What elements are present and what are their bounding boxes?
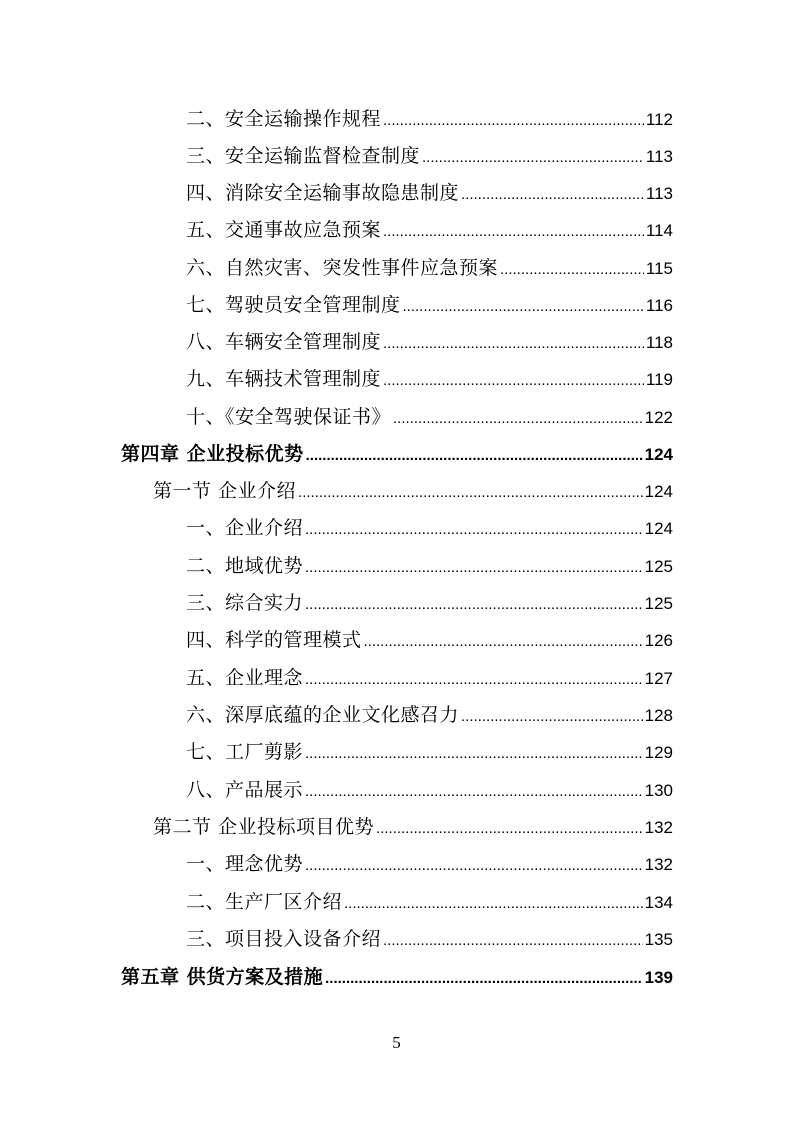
toc-entry-page: 130: [644, 781, 673, 800]
toc-entry-page: 128: [644, 706, 673, 725]
toc-dot-leader: [500, 258, 644, 282]
toc-entry-page: 113: [645, 147, 673, 166]
toc-entry-page: 125: [644, 594, 673, 613]
toc-entry-label: 二、生产厂区介绍: [186, 891, 343, 913]
toc-entry-page: 113: [645, 184, 673, 203]
toc-entry[interactable]: [186, 218, 673, 244]
toc-dot-leader: [344, 892, 643, 916]
toc-entry-label: 六、深厚底蕴的企业文化感召力: [186, 704, 460, 726]
toc-entry-page: 124: [644, 519, 673, 538]
toc-entry-label: 第五章 供货方案及措施: [121, 966, 324, 988]
toc-entry-page: 132: [644, 855, 673, 874]
toc-entry[interactable]: [186, 852, 673, 878]
toc-dot-leader: [383, 220, 644, 244]
toc-entry-label: 第四章 企业投标优势: [121, 443, 304, 465]
toc-entry-label: 三、安全运输监督检查制度: [186, 145, 421, 167]
page-number: 5: [392, 1033, 401, 1052]
toc-dot-leader: [325, 967, 643, 991]
toc-entry-label: 三、综合实力: [186, 592, 304, 614]
toc-entry[interactable]: [186, 144, 673, 170]
toc-entry-page: 122: [644, 408, 673, 427]
toc-entry-page: 139: [644, 968, 673, 987]
toc-entry-page: 126: [644, 631, 673, 650]
toc-dot-leader: [305, 593, 643, 617]
toc-entry-label: 十、《安全驾驶保证书》: [186, 406, 392, 428]
toc-entry[interactable]: [186, 591, 673, 617]
toc-entry[interactable]: [186, 778, 673, 804]
toc-dot-leader: [383, 929, 643, 953]
toc-entry[interactable]: [186, 554, 673, 580]
toc-entry-page: 132: [644, 818, 673, 837]
toc-entry-page: 127: [644, 669, 673, 688]
toc-entry-label: 八、产品展示: [186, 779, 304, 801]
toc-dot-leader: [393, 407, 643, 431]
toc-dot-leader: [298, 481, 643, 505]
toc-dot-leader: [305, 668, 643, 692]
toc-entry[interactable]: [186, 107, 673, 133]
toc-entry-page: 125: [644, 557, 673, 576]
toc-dot-leader: [305, 780, 643, 804]
toc-entry-label: 第二节 企业投标项目优势: [153, 816, 375, 838]
toc-entry-page: 114: [645, 221, 673, 240]
toc-dot-leader: [305, 854, 643, 878]
toc-entry[interactable]: [186, 256, 673, 282]
toc-entry-label: 三、项目投入设备介绍: [186, 928, 382, 950]
toc-entry-label: 七、驾驶员安全管理制度: [186, 294, 401, 316]
toc-entry-label: 一、企业介绍: [186, 517, 304, 539]
toc-chapter[interactable]: [121, 442, 673, 468]
toc-entry-page: 115: [645, 259, 673, 278]
toc-entry[interactable]: [186, 181, 673, 207]
toc-dot-leader: [383, 109, 644, 133]
toc-dot-leader: [305, 518, 643, 542]
toc-dot-leader: [305, 742, 643, 766]
toc-entry-page: 129: [644, 743, 673, 762]
toc-entry-label: 七、工厂剪影: [186, 741, 304, 763]
toc-entry-label: 五、企业理念: [186, 667, 304, 689]
toc-dot-leader: [403, 295, 644, 319]
toc-entry-label: 六、自然灾害、突发性事件应急预案: [186, 257, 499, 279]
toc-dot-leader: [364, 630, 643, 654]
toc-entry[interactable]: [186, 293, 673, 319]
toc-entry-page: 134: [644, 893, 673, 912]
toc-entry-label: 四、科学的管理模式: [186, 629, 362, 651]
toc-dot-leader: [305, 556, 643, 580]
toc-entry-label: 五、交通事故应急预案: [186, 219, 382, 241]
toc-section[interactable]: [153, 479, 673, 505]
toc-entry-page: 124: [644, 482, 673, 501]
toc-chapter[interactable]: [121, 965, 673, 991]
toc-entry-page: 124: [644, 445, 673, 464]
toc-entry-label: 二、地域优势: [186, 555, 304, 577]
toc-entry-page: 118: [645, 333, 673, 352]
toc-entry-label: 一、理念优势: [186, 853, 304, 875]
toc-entry-page: 112: [645, 110, 673, 129]
toc-dot-leader: [383, 369, 644, 393]
toc-entry[interactable]: [186, 890, 673, 916]
toc-entry[interactable]: [186, 927, 673, 953]
toc-entry[interactable]: [186, 367, 673, 393]
toc-entry-label: 八、车辆安全管理制度: [186, 331, 382, 353]
toc-entry[interactable]: [186, 703, 673, 729]
toc-entry-page: 116: [645, 296, 673, 315]
toc-entry-label: 四、消除安全运输事故隐患制度: [186, 182, 460, 204]
toc-entry-label: 二、安全运输操作规程: [186, 108, 382, 130]
toc-entry[interactable]: [186, 405, 673, 431]
toc-dot-leader: [461, 705, 643, 729]
toc-entry-page: 135: [644, 930, 673, 949]
toc-entry[interactable]: [186, 330, 673, 356]
toc-entry[interactable]: [186, 740, 673, 766]
toc-section[interactable]: [153, 815, 673, 841]
toc-dot-leader: [306, 444, 643, 468]
toc-entry-page: 119: [645, 370, 673, 389]
toc-entry[interactable]: [186, 666, 673, 692]
toc-entry-label: 第一节 企业介绍: [153, 480, 297, 502]
toc-entry-label: 九、车辆技术管理制度: [186, 368, 382, 390]
toc-entry[interactable]: [186, 628, 673, 654]
toc-dot-leader: [461, 183, 644, 207]
toc-dot-leader: [422, 146, 644, 170]
toc-entry[interactable]: [186, 516, 673, 542]
toc-dot-leader: [383, 332, 644, 356]
toc-dot-leader: [376, 817, 643, 841]
